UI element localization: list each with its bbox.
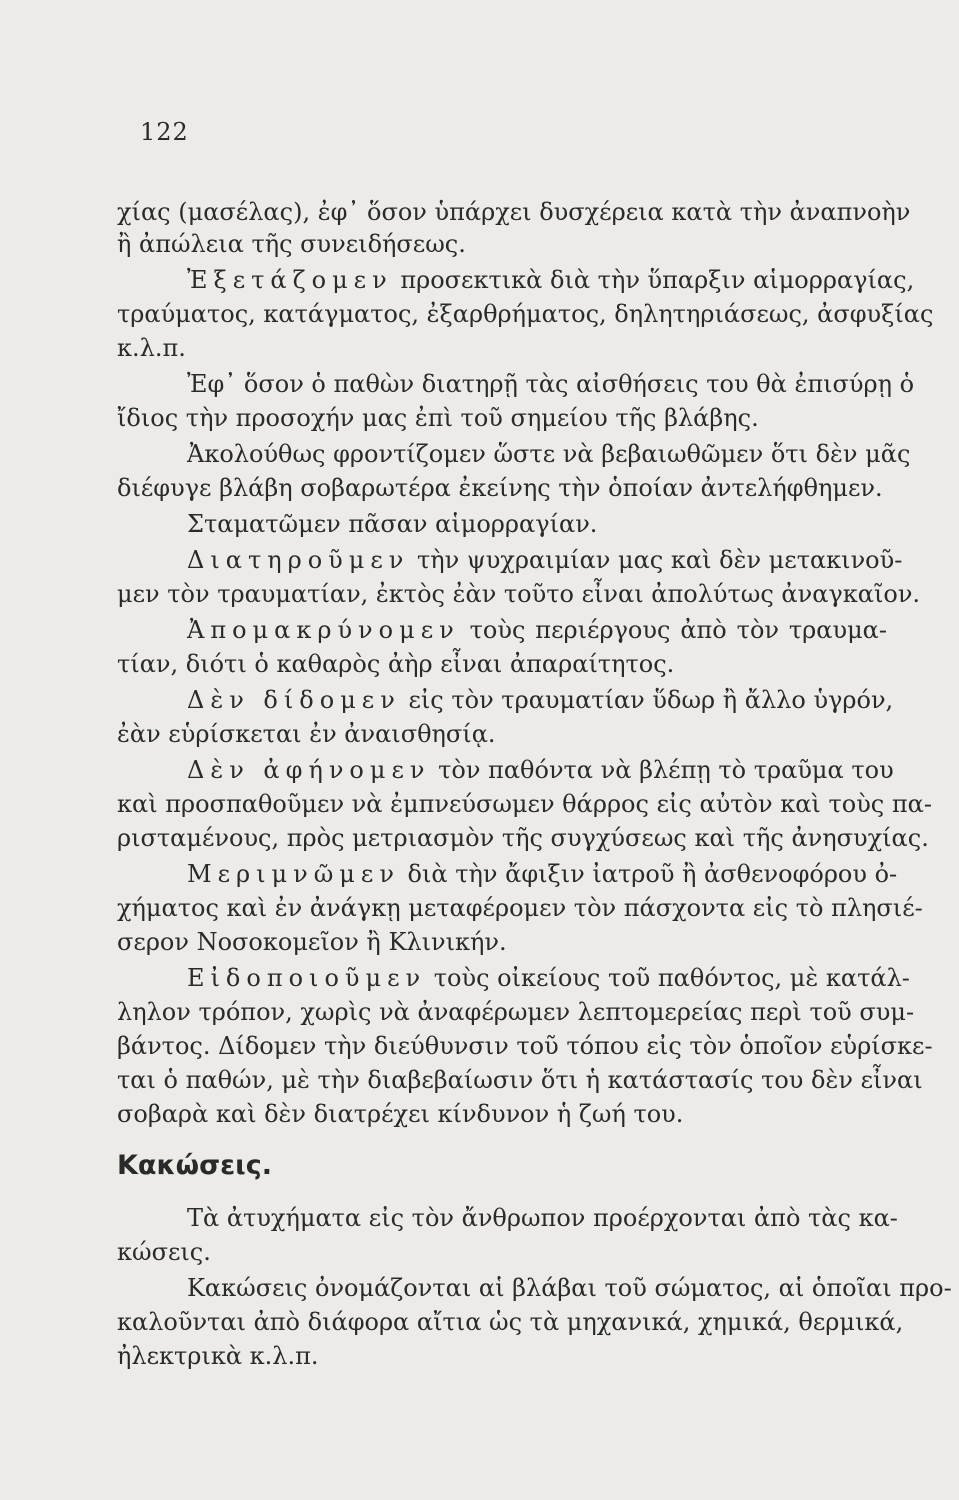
text-line: μεν τὸν τραυματίαν, ἐκτὸς ἐὰν τοῦτο εἶναι ἀπολύτως ἀναγκαῖον. [117, 580, 921, 608]
emphasized-verb: Δὲν ἀφήνομεν [187, 756, 431, 784]
text-line: Διατηροῦμεν τὴν ψυχραιμίαν μας καὶ δὲν μετακινοῦ- [187, 546, 903, 574]
text-line: Εἰδοποιοῦμεν τοὺς οἰκείους τοῦ παθόντος, μὲ κατάλ- [187, 964, 910, 992]
emphasized-verb: Εἰδοποιοῦμεν [187, 964, 427, 992]
section-heading: Κακώσεις. [117, 1150, 272, 1181]
text-line: τραύματος, κατάγματος, ἐξαρθρήματος, δηλητηριάσεως, ἀσφυξίας [117, 300, 934, 328]
text-line: τίαν, διότι ὁ καθαρὸς ἀὴρ εἶναι ἀπαραίτητος. [117, 650, 675, 678]
text-line: χίας (μασέλας), ἐφ᾽ ὅσον ὑπάρχει δυσχέρεια κατὰ τὴν ἀναπνοὴν [117, 198, 911, 226]
text-line: σερον Νοσοκομεῖον ἢ Κλινικήν. [117, 928, 507, 956]
text-line: Ἀκολούθως φροντίζομεν ὥστε νὰ βεβαιωθῶμεν ὅτι δὲν μᾶς [187, 440, 911, 468]
text-line: Δὲν δίδομεν εἰς τὸν τραυματίαν ὕδωρ ἢ ἄλλο ὑγρόν, [187, 686, 894, 714]
text-line: σοβαρὰ καὶ δὲν διατρέχει κίνδυνον ἡ ζωή του. [117, 1100, 684, 1128]
text-line: Κακώσεις ὀνομάζονται αἱ βλάβαι τοῦ σώματος, αἱ ὁποῖαι προ- [187, 1274, 952, 1302]
text-line: χήματος καὶ ἐν ἀνάγκῃ μεταφέρομεν τὸν πάσχοντα εἰς τὸ πλησιέ- [117, 894, 923, 922]
text-line: Ἐξετάζομεν προσεκτικὰ διὰ τὴν ὕπαρξιν αἱμορραγίας, [187, 266, 915, 294]
text-line: ρισταμένους, πρὸς μετριασμὸν τῆς συγχύσεως καὶ τῆς ἀνησυχίας. [117, 824, 929, 852]
text-line: κώσεις. [117, 1238, 211, 1266]
text-line: ληλον τρόπον, χωρὶς νὰ ἀναφέρωμεν λεπτομερείας περὶ τοῦ συμ- [117, 998, 915, 1026]
page-number: 122 [140, 118, 189, 146]
text-line: Μεριμνῶμεν διὰ τὴν ἄφιξιν ἰατροῦ ἢ ἀσθενοφόρου ὀ- [187, 860, 898, 888]
emphasized-verb: Δὲν δίδομεν [187, 686, 401, 714]
text-line: διέφυγε βλάβη σοβαρωτέρα ἐκείνης τὴν ὁποίαν ἀντελήφθημεν. [117, 474, 883, 502]
emphasized-verb: Διατηροῦμεν [187, 546, 410, 574]
emphasized-verb: Ἐξετάζομεν [187, 266, 393, 294]
text-line: καλοῦνται ἀπὸ διάφορα αἴτια ὡς τὰ μηχανικά, χημικά, θερμικά, [117, 1308, 904, 1336]
text-line: ἐὰν εὑρίσκεται ἐν ἀναισθησίᾳ. [117, 720, 496, 748]
emphasized-verb: Ἀπομακρύνομεν [187, 616, 460, 644]
text-line: βάντος. Δίδομεν τὴν διεύθυνσιν τοῦ τόπου εἰς τὸν ὁποῖον εὑρίσκε- [117, 1032, 933, 1060]
text-line: ἠλεκτρικὰ κ.λ.π. [117, 1342, 319, 1370]
text-line: Τὰ ἀτυχήματα εἰς τὸν ἄνθρωπον προέρχονται ἀπὸ τὰς κα- [187, 1204, 898, 1232]
text-line: ἴδιος τὴν προσοχήν μας ἐπὶ τοῦ σημείου τῆς βλάβης. [117, 404, 759, 432]
text-line: Σταματῶμεν πᾶσαν αἱμορραγίαν. [187, 510, 598, 538]
text-line: κ.λ.π. [117, 334, 186, 362]
text-line: ται ὁ παθών, μὲ τὴν διαβεβαίωσιν ὅτι ἡ κατάστασίς του δὲν εἶναι [117, 1066, 923, 1094]
text-line: καὶ προσπαθοῦμεν νὰ ἐμπνεύσωμεν θάρρος εἰς αὐτὸν καὶ τοὺς πα- [117, 790, 932, 818]
text-line: Ἐφ᾽ ὅσον ὁ παθὼν διατηρῇ τὰς αἰσθήσεις του θὰ ἐπισύρῃ ὁ [187, 370, 915, 398]
text-line: Ἀπομακρύνομεν τοὺς περιέργους ἀπὸ τὸν τραυμα- [187, 616, 887, 644]
emphasized-verb: Μεριμνῶμεν [187, 860, 400, 888]
text-line: Δὲν ἀφήνομεν τὸν παθόντα νὰ βλέπῃ τὸ τραῦμα του [187, 756, 894, 784]
text-line: ἢ ἀπώλεια τῆς συνειδήσεως. [117, 230, 466, 258]
